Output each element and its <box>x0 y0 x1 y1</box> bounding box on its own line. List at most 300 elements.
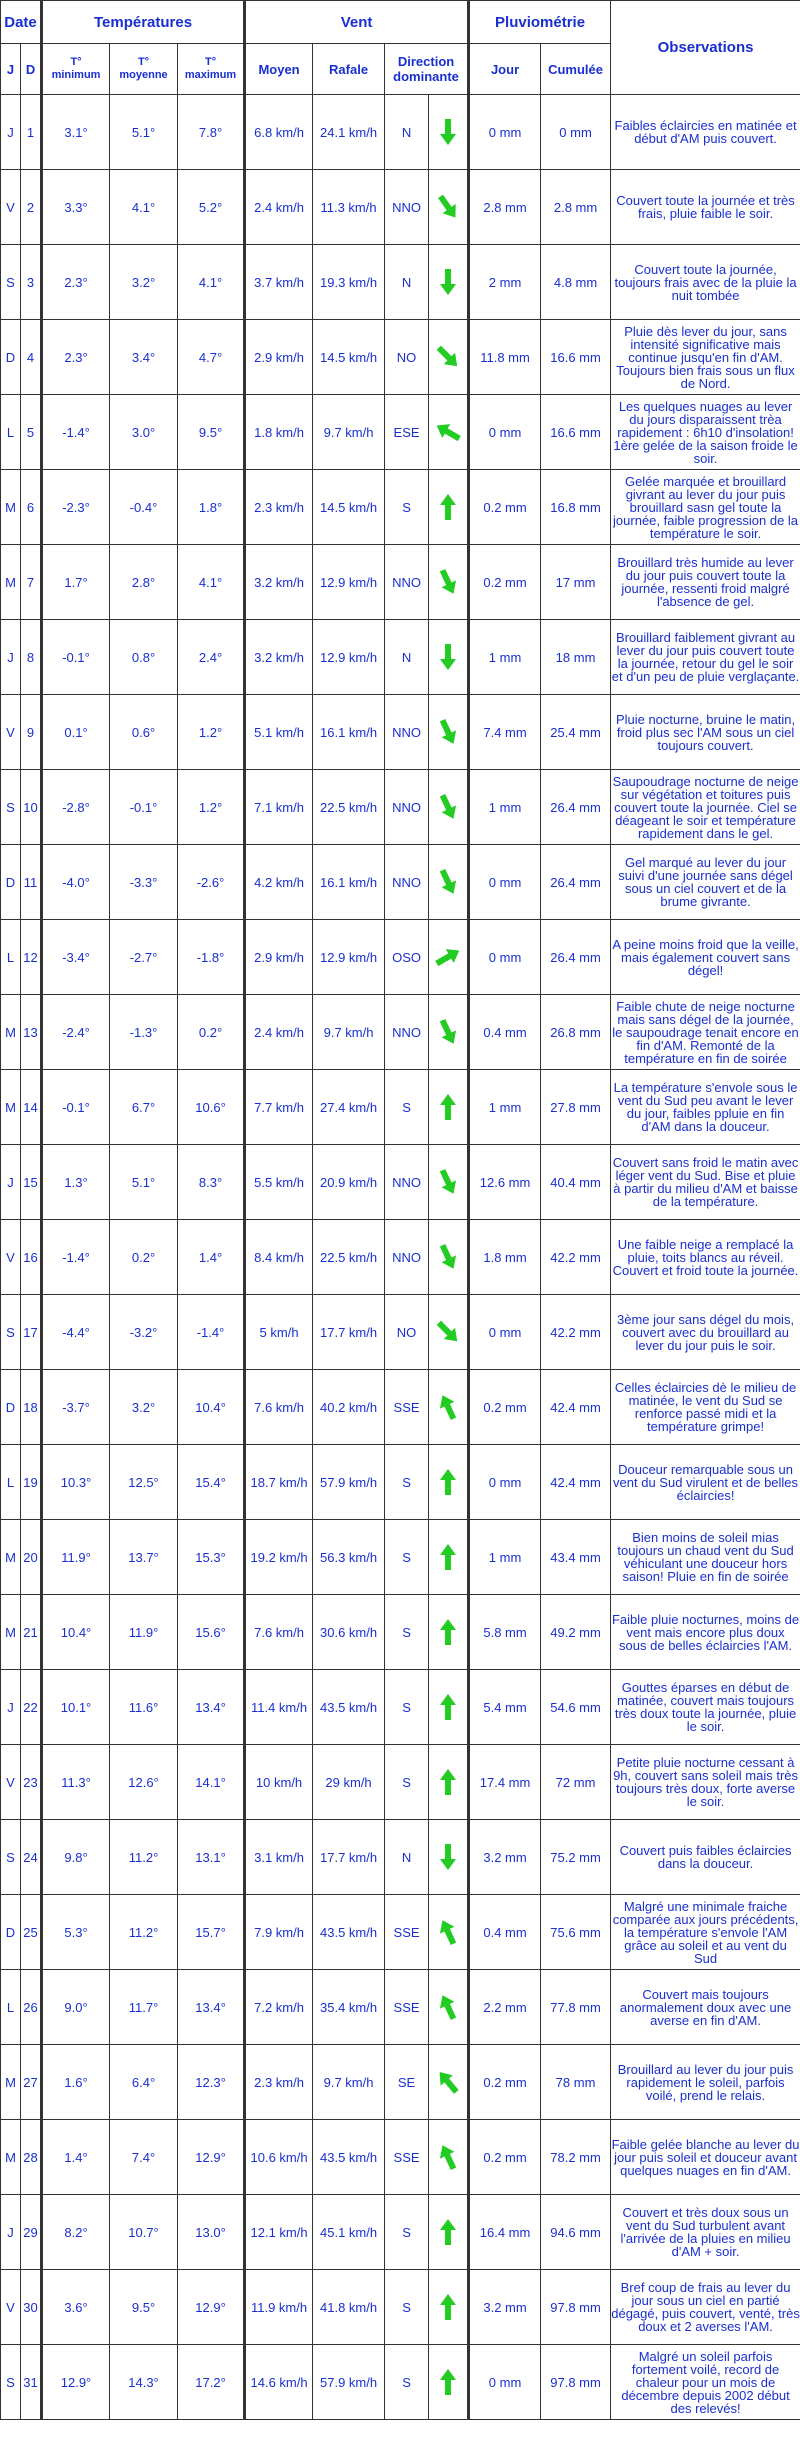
temp-mean: 14.3° <box>110 2345 178 2420</box>
wind-direction: S <box>385 1670 429 1745</box>
temp-max: 4.1° <box>178 245 245 320</box>
wind-gust: 11.3 km/h <box>313 170 385 245</box>
rain-day: 0.2 mm <box>469 2045 541 2120</box>
temp-mean: -3.2° <box>110 1295 178 1370</box>
wind-direction: NNO <box>385 695 429 770</box>
rain-cumul: 26.4 mm <box>541 845 611 920</box>
wind-arrow <box>429 2195 469 2270</box>
wind-mean: 5.5 km/h <box>245 1145 313 1220</box>
temp-min: 0.1° <box>42 695 110 770</box>
temp-mean: 9.5° <box>110 2270 178 2345</box>
wind-direction: S <box>385 1520 429 1595</box>
wind-arrow <box>429 845 469 920</box>
wind-arrow <box>429 245 469 320</box>
wind-arrow-icon <box>432 1541 464 1573</box>
rain-cumul: 54.6 mm <box>541 1670 611 1745</box>
temp-max: 15.6° <box>178 1595 245 1670</box>
wind-gust: 56.3 km/h <box>313 1520 385 1595</box>
temp-mean: -1.3° <box>110 995 178 1070</box>
day-number: 30 <box>21 2270 42 2345</box>
wind-mean: 11.4 km/h <box>245 1670 313 1745</box>
rain-day: 2.2 mm <box>469 1970 541 2045</box>
temp-max: 12.3° <box>178 2045 245 2120</box>
temp-min: 10.1° <box>42 1670 110 1745</box>
wind-arrow-icon <box>432 1691 464 1723</box>
table-row <box>1 395 800 470</box>
rain-cumul: 75.2 mm <box>541 1820 611 1895</box>
temp-max: 15.3° <box>178 1520 245 1595</box>
wind-mean: 2.9 km/h <box>245 920 313 995</box>
wind-arrow <box>429 1520 469 1595</box>
header-tmoy-label: moyenne <box>119 69 168 81</box>
header-tmoy <box>110 44 178 95</box>
wind-direction: NNO <box>385 1220 429 1295</box>
wind-mean: 3.7 km/h <box>245 245 313 320</box>
wind-direction: S <box>385 1070 429 1145</box>
table-row <box>1 2270 800 2345</box>
table-body <box>1 95 800 2420</box>
wind-gust: 14.5 km/h <box>313 320 385 395</box>
rain-day: 0.2 mm <box>469 1370 541 1445</box>
temp-mean: 2.8° <box>110 545 178 620</box>
header-rafale: Rafale <box>313 44 385 95</box>
wind-arrow <box>429 2045 469 2120</box>
wind-arrow-icon <box>432 1466 464 1498</box>
header-direction-line1: Direction <box>397 54 455 69</box>
wind-gust: 35.4 km/h <box>313 1970 385 2045</box>
table-row <box>1 1670 800 1745</box>
observation: Malgré un soleil parfois fortement voilé, record de chaleur pour un mois de décembre depuis 2002 début des relevés! <box>611 2345 800 2420</box>
rain-cumul: 17 mm <box>541 545 611 620</box>
wind-gust: 9.7 km/h <box>313 995 385 1070</box>
day-number: 4 <box>21 320 42 395</box>
table-row <box>1 545 800 620</box>
wind-arrow <box>429 1295 469 1370</box>
observation: Les quelques nuages au lever du jours disparaissent trèa rapidement : 6h10 d'insolation! 1ère gelée de la saison froide le soir. <box>611 395 800 470</box>
temp-min: -0.1° <box>42 620 110 695</box>
rain-day: 0.2 mm <box>469 470 541 545</box>
day-number: 21 <box>21 1595 42 1670</box>
temp-min: -4.0° <box>42 845 110 920</box>
temp-max: 9.5° <box>178 395 245 470</box>
wind-mean: 7.1 km/h <box>245 770 313 845</box>
wind-mean: 10 km/h <box>245 1745 313 1820</box>
observation: Malgré une minimale fraiche comparée aux jours précédents, la température s'envole l'AM grâce au soleil et au vent du Sud <box>611 1895 800 1970</box>
rain-cumul: 42.2 mm <box>541 1220 611 1295</box>
day-letter: J <box>1 95 21 170</box>
wind-mean: 4.2 km/h <box>245 845 313 920</box>
table-row <box>1 1520 800 1595</box>
table-row <box>1 170 800 245</box>
rain-cumul: 26.8 mm <box>541 995 611 1070</box>
table-row <box>1 2345 800 2420</box>
day-number: 23 <box>21 1745 42 1820</box>
wind-arrow <box>429 545 469 620</box>
wind-arrow-icon <box>432 2066 464 2098</box>
temp-mean: 11.9° <box>110 1595 178 1670</box>
wind-mean: 12.1 km/h <box>245 2195 313 2270</box>
wind-direction: NNO <box>385 845 429 920</box>
temp-min: 12.9° <box>42 2345 110 2420</box>
temp-max: 7.8° <box>178 95 245 170</box>
wind-arrow <box>429 1745 469 1820</box>
header-direction-line2: dominante <box>393 69 459 84</box>
rain-day: 5.4 mm <box>469 1670 541 1745</box>
day-letter: M <box>1 2120 21 2195</box>
day-letter: J <box>1 1145 21 1220</box>
wind-arrow-icon <box>432 2366 464 2398</box>
table-row <box>1 1745 800 1820</box>
table-row <box>1 845 800 920</box>
wind-direction: NNO <box>385 1145 429 1220</box>
day-number: 17 <box>21 1295 42 1370</box>
header-observations: Observations <box>611 1 800 95</box>
day-number: 25 <box>21 1895 42 1970</box>
day-letter: S <box>1 245 21 320</box>
temp-mean: 5.1° <box>110 95 178 170</box>
wind-direction: S <box>385 2345 429 2420</box>
wind-arrow <box>429 1970 469 2045</box>
table-row <box>1 1220 800 1295</box>
wind-direction: S <box>385 1445 429 1520</box>
temp-mean: 3.0° <box>110 395 178 470</box>
rain-day: 0 mm <box>469 1295 541 1370</box>
day-letter: V <box>1 170 21 245</box>
header-tmin-symbol: T° <box>70 56 82 68</box>
temp-min: 1.7° <box>42 545 110 620</box>
temp-mean: 3.4° <box>110 320 178 395</box>
wind-gust: 9.7 km/h <box>313 395 385 470</box>
wind-arrow <box>429 695 469 770</box>
rain-day: 5.8 mm <box>469 1595 541 1670</box>
wind-gust: 9.7 km/h <box>313 2045 385 2120</box>
wind-arrow <box>429 395 469 470</box>
wind-mean: 7.7 km/h <box>245 1070 313 1145</box>
wind-direction: NO <box>385 1295 429 1370</box>
temp-min: 1.4° <box>42 2120 110 2195</box>
rain-day: 2.8 mm <box>469 170 541 245</box>
day-letter: M <box>1 995 21 1070</box>
wind-gust: 45.1 km/h <box>313 2195 385 2270</box>
wind-arrow <box>429 1895 469 1970</box>
day-letter: M <box>1 470 21 545</box>
observation: 3ème jour sans dégel du mois, couvert avec du brouillard au lever du jour puis le soir. <box>611 1295 800 1370</box>
wind-direction: N <box>385 95 429 170</box>
rain-cumul: 49.2 mm <box>541 1595 611 1670</box>
day-letter: D <box>1 845 21 920</box>
wind-arrow <box>429 2120 469 2195</box>
temp-mean: 12.6° <box>110 1745 178 1820</box>
wind-mean: 7.9 km/h <box>245 1895 313 1970</box>
temp-min: -2.4° <box>42 995 110 1070</box>
temp-max: 10.6° <box>178 1070 245 1145</box>
rain-cumul: 2.8 mm <box>541 170 611 245</box>
day-letter: S <box>1 1295 21 1370</box>
wind-direction: N <box>385 1820 429 1895</box>
day-letter: D <box>1 1370 21 1445</box>
wind-arrow <box>429 770 469 845</box>
observation: La température s'envole sous le vent du Sud peu avant le lever du jour, faibles ppluie en fin d'AM dans la douceur. <box>611 1070 800 1145</box>
day-letter: J <box>1 2195 21 2270</box>
wind-mean: 10.6 km/h <box>245 2120 313 2195</box>
header-vent: Vent <box>245 1 469 44</box>
wind-arrow <box>429 1070 469 1145</box>
wind-mean: 18.7 km/h <box>245 1445 313 1520</box>
day-number: 5 <box>21 395 42 470</box>
day-letter: M <box>1 545 21 620</box>
temp-max: 2.4° <box>178 620 245 695</box>
rain-day: 12.6 mm <box>469 1145 541 1220</box>
wind-arrow-icon <box>432 716 464 748</box>
day-number: 26 <box>21 1970 42 2045</box>
wind-gust: 57.9 km/h <box>313 2345 385 2420</box>
wind-arrow <box>429 620 469 695</box>
day-letter: J <box>1 1670 21 1745</box>
wind-arrow-icon <box>432 191 464 223</box>
rain-day: 3.2 mm <box>469 1820 541 1895</box>
table-row <box>1 2195 800 2270</box>
temp-mean: 0.6° <box>110 695 178 770</box>
wind-direction: S <box>385 2195 429 2270</box>
observation: Bref coup de frais au lever du jour sous un ciel en partié dégagé, puis couvert, venté, très doux et 2 averses l'AM. <box>611 2270 800 2345</box>
header-tmax <box>178 44 245 95</box>
temp-min: 8.2° <box>42 2195 110 2270</box>
wind-gust: 30.6 km/h <box>313 1595 385 1670</box>
header-tmax-symbol: T° <box>204 56 217 68</box>
day-number: 12 <box>21 920 42 995</box>
temp-mean: 10.7° <box>110 2195 178 2270</box>
rain-day: 2 mm <box>469 245 541 320</box>
wind-gust: 43.5 km/h <box>313 1670 385 1745</box>
wind-gust: 16.1 km/h <box>313 845 385 920</box>
temp-max: 15.4° <box>178 1445 245 1520</box>
rain-day: 1 mm <box>469 620 541 695</box>
temp-mean: 11.2° <box>110 1895 178 1970</box>
rain-cumul: 16.6 mm <box>541 395 611 470</box>
wind-direction: N <box>385 620 429 695</box>
wind-direction: ESE <box>385 395 429 470</box>
day-number: 3 <box>21 245 42 320</box>
observation: Couvert sans froid le matin avec léger vent du Sud. Bise et pluie à partir du milieu d'AM et baisse de la température. <box>611 1145 800 1220</box>
rain-cumul: 4.8 mm <box>541 245 611 320</box>
header-date: Date <box>1 1 42 44</box>
wind-arrow <box>429 320 469 395</box>
wind-gust: 24.1 km/h <box>313 95 385 170</box>
temp-mean: 5.1° <box>110 1145 178 1220</box>
temp-min: 5.3° <box>42 1895 110 1970</box>
day-letter: M <box>1 1070 21 1145</box>
wind-mean: 1.8 km/h <box>245 395 313 470</box>
wind-arrow-icon <box>432 1016 464 1048</box>
temp-max: 14.1° <box>178 1745 245 1820</box>
table-row <box>1 1070 800 1145</box>
rain-day: 0 mm <box>469 1445 541 1520</box>
temp-max: -1.4° <box>178 1295 245 1370</box>
observation: Une faible neige a remplacé la pluie, toits blancs au réveil. Couvert et froid toute la journée. <box>611 1220 800 1295</box>
rain-cumul: 42.4 mm <box>541 1370 611 1445</box>
temp-min: 3.3° <box>42 170 110 245</box>
day-number: 11 <box>21 845 42 920</box>
temp-min: 11.9° <box>42 1520 110 1595</box>
wind-arrow-icon <box>432 1616 464 1648</box>
temp-mean: 3.2° <box>110 245 178 320</box>
temp-mean: 13.7° <box>110 1520 178 1595</box>
header-jour: Jour <box>469 44 541 95</box>
wind-arrow-icon <box>432 2141 464 2173</box>
day-letter: D <box>1 320 21 395</box>
rain-cumul: 78 mm <box>541 2045 611 2120</box>
day-number: 24 <box>21 1820 42 1895</box>
day-number: 18 <box>21 1370 42 1445</box>
rain-cumul: 97.8 mm <box>541 2345 611 2420</box>
rain-cumul: 42.2 mm <box>541 1295 611 1370</box>
day-number: 31 <box>21 2345 42 2420</box>
header-d: D <box>21 44 42 95</box>
observation: Faible gelée blanche au lever du jour puis soleil et douceur avant quelques nuages en fin d'AM. <box>611 2120 800 2195</box>
day-number: 29 <box>21 2195 42 2270</box>
wind-arrow-icon <box>432 1991 464 2023</box>
observation: Gelée marquée et brouillard givrant au lever du jour puis brouillard sasn gel toute la journée, faible progression de la température le soir. <box>611 470 800 545</box>
table-row <box>1 995 800 1070</box>
wind-gust: 43.5 km/h <box>313 2120 385 2195</box>
wind-arrow-icon <box>432 1766 464 1798</box>
rain-day: 1 mm <box>469 1520 541 1595</box>
wind-arrow-icon <box>432 416 464 448</box>
wind-gust: 22.5 km/h <box>313 770 385 845</box>
observation: Gel marqué au lever du jour suivi d'une journée sans dégel sous un ciel couvert et de la brume givrante. <box>611 845 800 920</box>
rain-day: 0 mm <box>469 395 541 470</box>
observation: Saupoudrage nocturne de neige sur végétation et toitures puis couvert toute la journée. Ciel se déageant le soir et température rapidement dans le gel. <box>611 770 800 845</box>
temp-min: 3.6° <box>42 2270 110 2345</box>
wind-direction: SSE <box>385 1895 429 1970</box>
temp-max: 4.1° <box>178 545 245 620</box>
rain-cumul: 40.4 mm <box>541 1145 611 1220</box>
table-row <box>1 770 800 845</box>
header-cumulee: Cumulée <box>541 44 611 95</box>
day-letter: M <box>1 1520 21 1595</box>
observation: Bien moins de soleil mias toujours un chaud vent du Sud véhiculant une douceur hors saison! Pluie en fin de soirée <box>611 1520 800 1595</box>
temp-min: 1.3° <box>42 1145 110 1220</box>
wind-arrow-icon <box>432 2291 464 2323</box>
wind-gust: 27.4 km/h <box>313 1070 385 1145</box>
day-letter: V <box>1 1745 21 1820</box>
day-number: 27 <box>21 2045 42 2120</box>
wind-mean: 3.2 km/h <box>245 545 313 620</box>
wind-arrow-icon <box>432 1241 464 1273</box>
table-row <box>1 2120 800 2195</box>
wind-arrow <box>429 2345 469 2420</box>
temp-mean: 12.5° <box>110 1445 178 1520</box>
day-number: 22 <box>21 1670 42 1745</box>
rain-day: 17.4 mm <box>469 1745 541 1820</box>
day-number: 9 <box>21 695 42 770</box>
rain-cumul: 26.4 mm <box>541 770 611 845</box>
temp-max: 13.0° <box>178 2195 245 2270</box>
wind-gust: 17.7 km/h <box>313 1820 385 1895</box>
wind-direction: NNO <box>385 770 429 845</box>
rain-day: 0 mm <box>469 95 541 170</box>
day-letter: J <box>1 620 21 695</box>
wind-arrow-icon <box>432 341 464 373</box>
day-number: 14 <box>21 1070 42 1145</box>
temp-min: 2.3° <box>42 245 110 320</box>
wind-arrow-icon <box>432 1841 464 1873</box>
rain-cumul: 94.6 mm <box>541 2195 611 2270</box>
temp-max: 5.2° <box>178 170 245 245</box>
temp-max: 12.9° <box>178 2120 245 2195</box>
wind-arrow-icon <box>432 116 464 148</box>
temp-min: -3.4° <box>42 920 110 995</box>
wind-arrow-icon <box>432 941 464 973</box>
rain-day: 1 mm <box>469 770 541 845</box>
wind-arrow-icon <box>432 1391 464 1423</box>
wind-gust: 16.1 km/h <box>313 695 385 770</box>
wind-gust: 12.9 km/h <box>313 545 385 620</box>
wind-mean: 6.8 km/h <box>245 95 313 170</box>
day-number: 6 <box>21 470 42 545</box>
wind-direction: N <box>385 245 429 320</box>
temp-max: 1.4° <box>178 1220 245 1295</box>
wind-direction: SSE <box>385 1970 429 2045</box>
temp-max: 0.2° <box>178 995 245 1070</box>
temp-mean: 4.1° <box>110 170 178 245</box>
temp-max: -2.6° <box>178 845 245 920</box>
wind-direction: SSE <box>385 1370 429 1445</box>
rain-cumul: 27.8 mm <box>541 1070 611 1145</box>
wind-mean: 3.1 km/h <box>245 1820 313 1895</box>
temp-max: 15.7° <box>178 1895 245 1970</box>
temp-mean: 11.6° <box>110 1670 178 1745</box>
wind-arrow-icon <box>432 266 464 298</box>
wind-arrow-icon <box>432 566 464 598</box>
temp-mean: -3.3° <box>110 845 178 920</box>
wind-arrow <box>429 1820 469 1895</box>
temp-max: 13.4° <box>178 1670 245 1745</box>
day-number: 16 <box>21 1220 42 1295</box>
header-tmax-label: maximum <box>184 69 237 81</box>
temp-min: 9.8° <box>42 1820 110 1895</box>
wind-arrow <box>429 170 469 245</box>
day-letter: V <box>1 695 21 770</box>
observation: Douceur remarquable sous un vent du Sud virulent et de belles éclaircies! <box>611 1445 800 1520</box>
temp-mean: 6.7° <box>110 1070 178 1145</box>
rain-cumul: 77.8 mm <box>541 1970 611 2045</box>
rain-day: 7.4 mm <box>469 695 541 770</box>
day-letter: V <box>1 2270 21 2345</box>
rain-day: 0 mm <box>469 2345 541 2420</box>
wind-arrow <box>429 1370 469 1445</box>
rain-day: 0.2 mm <box>469 545 541 620</box>
wind-arrow <box>429 1145 469 1220</box>
wind-gust: 57.9 km/h <box>313 1445 385 1520</box>
wind-direction: S <box>385 1745 429 1820</box>
temp-max: 10.4° <box>178 1370 245 1445</box>
temp-mean: 3.2° <box>110 1370 178 1445</box>
wind-mean: 14.6 km/h <box>245 2345 313 2420</box>
table-row <box>1 1970 800 2045</box>
wind-arrow-icon <box>432 866 464 898</box>
rain-day: 11.8 mm <box>469 320 541 395</box>
wind-direction: SE <box>385 2045 429 2120</box>
wind-mean: 5.1 km/h <box>245 695 313 770</box>
day-number: 13 <box>21 995 42 1070</box>
day-number: 8 <box>21 620 42 695</box>
temp-min: 2.3° <box>42 320 110 395</box>
temp-min: 9.0° <box>42 1970 110 2045</box>
temp-min: 10.4° <box>42 1595 110 1670</box>
temp-min: -1.4° <box>42 395 110 470</box>
observation: Pluie dès lever du jour, sans intensité significative mais continue jusqu'en fin d'AM. Toujours bien frais sous un flux de Nord. <box>611 320 800 395</box>
